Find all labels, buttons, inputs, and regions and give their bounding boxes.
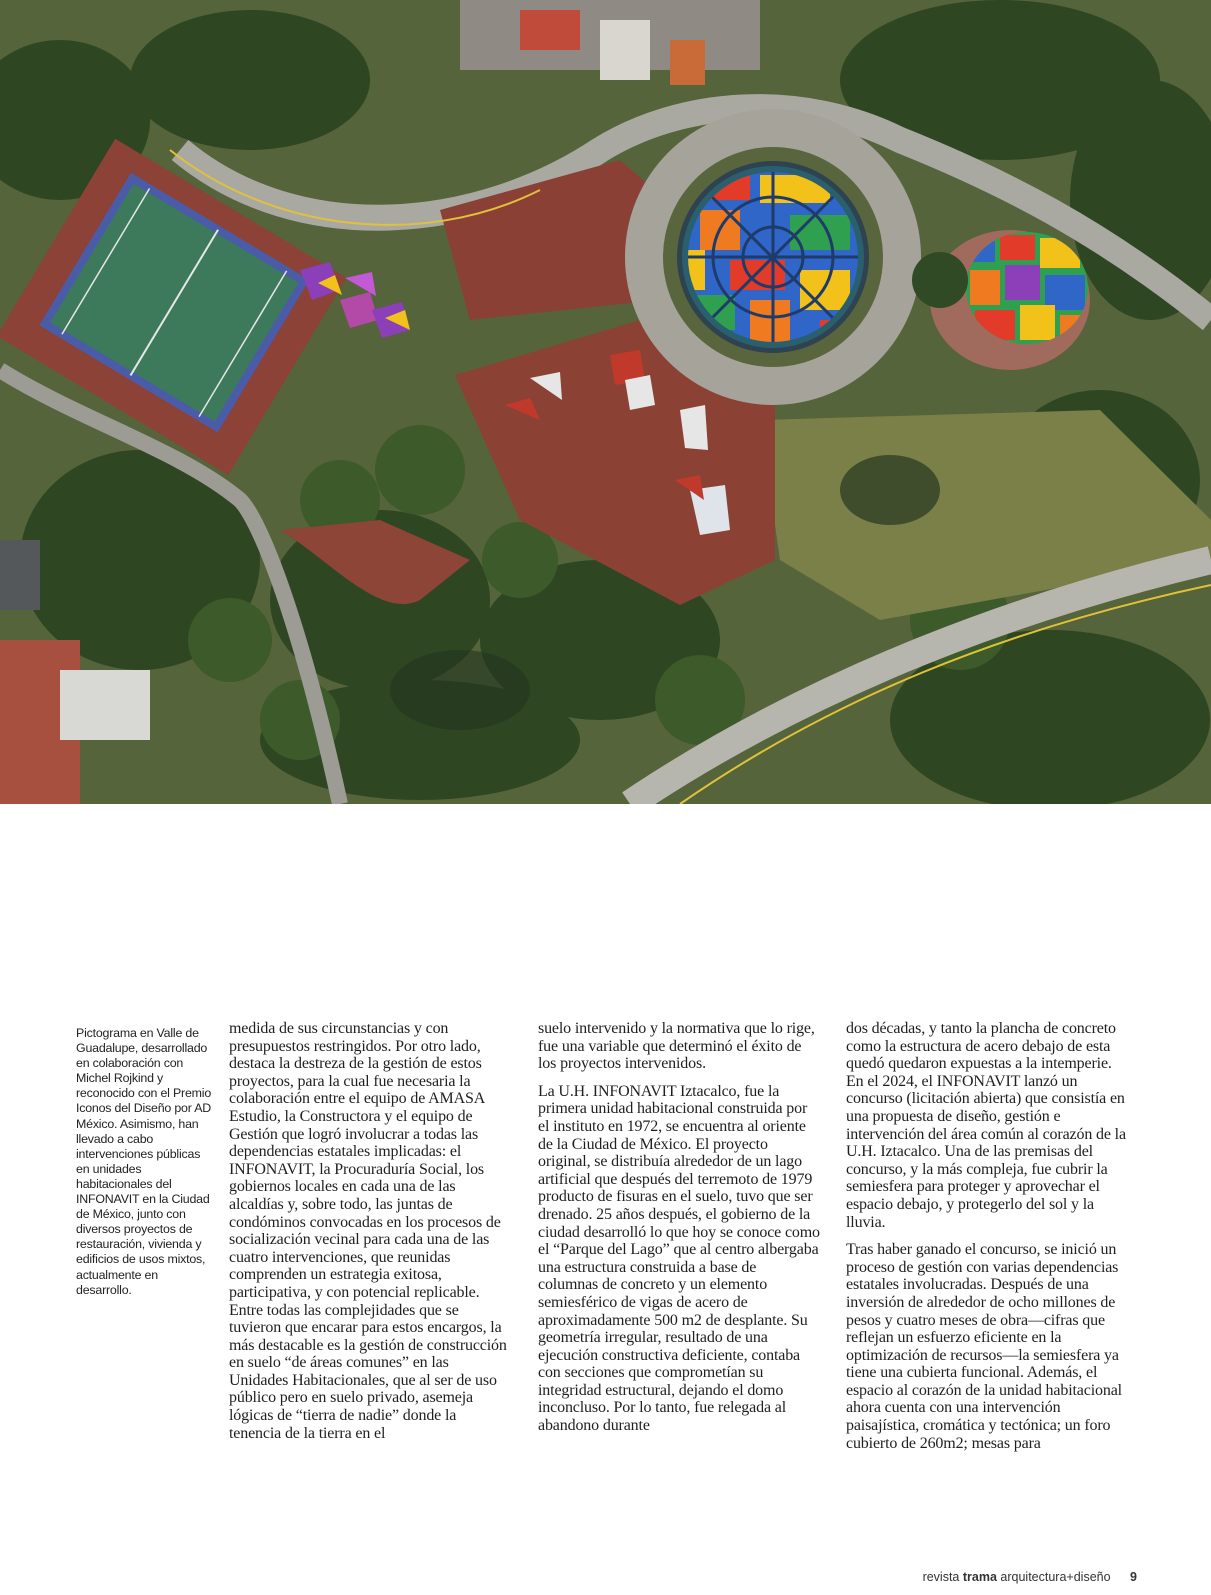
footer-suffix: arquitectura+diseño xyxy=(1000,1570,1111,1584)
footer-brand: trama xyxy=(962,1570,997,1584)
paragraph: medida de sus circunstancias y con presupuestos restringidos. Por otro lado, destaca la destreza de la gestión de estos proyectos, para la cual fue necesaria la colaboración entre el equipo de AMASA Estudio, la Constructora y el equipo de Gestión que logró involucrar a todas las dependencias estatales implicadas: el INFONAVIT, la Procuraduría Social, los gobiernos locales en cada una de las alcaldías y, sobre todo, las juntas de condóminos convocadas en los procesos de socialización vecinal para cada una de las cuatro intervenciones, que reunidas comprenden un estrategia exitosa, participativa, y con potencial replicable. Entre todas las complejidades que se tuvieron que encarar para estos encargos, la más destacable es la gestión de construcción en suelo “de áreas comunes” en las Unidades Habitacionales, que al ser de uso público pero en suelo privado, asemeja lógicas de “tierra de nadie” donde la tenencia de la tierra en el xyxy=(229,1020,507,1442)
page-number: 9 xyxy=(1130,1570,1137,1584)
text-column-1 xyxy=(229,1020,511,1452)
paragraph: suelo intervenido y la normativa que lo rige, fue una variable que determinó el éxito de los proyectos intervenidos. xyxy=(538,1020,815,1073)
paragraph: Tras haber ganado el concurso, se inició un proceso de gestión con varias dependencias estatales involucradas. Después de una inversión de alrededor de ocho millones de pesos y cuatro meses de obra—cifras que reflejan un esfuerzo eficiente en la optimización de recursos—la semiesfera ya tiene una cubierta funcional. Además, el espacio al corazón de la unidad habitacional ahora cuenta con una intervención paisajística, cromática y tectónica; un foro cubierto de 260m2; mesas para xyxy=(846,1241,1122,1452)
photo-caption: Pictograma en Valle de Guadalupe, desarrollado en colaboración con Michel Rojkind y reconocido con el Premio Iconos del Diseño por AD México. Asimismo, han llevado a cabo intervenciones públicas en unidades habitacionales del INFONAVIT en la Ciudad de México, junto con diversos proyectos de restauración, vivienda y edificios de usos mixtos, actualmente en desarrollo. xyxy=(76,1026,212,1297)
text-column-3 xyxy=(846,1020,1128,1462)
footer-prefix: revista xyxy=(922,1570,960,1584)
page-footer xyxy=(923,1570,1137,1584)
text-column-2 xyxy=(538,1020,820,1445)
paragraph: La U.H. INFONAVIT Iztacalco, fue la primera unidad habitacional construida por el instituto en 1972, se encuentra al oriente de la Ciudad de México. El proyecto original, se distribuía alrededor de un lago artificial que después del terremoto de 1979 producto de fisuras en el suelo, tuvo que ser drenado. 25 años después, el gobierno de la ciudad desarrolló lo que hoy se conoce como el “Parque del Lago” que al centro albergaba una estructura construida a base de columnas de concreto y un elemento semiesférico de vigas de acero de aproximadamente 500 m2 de desplante. Su geometría irregular, resultado de una ejecución constructiva deficiente, contaba con secciones que comprometían su integridad estructural, dejando el domo inconcluso. Por lo tanto, fue relegada al abandono durante xyxy=(538,1082,820,1435)
paragraph: dos décadas, y tanto la plancha de concreto como la estructura de acero debajo de esta quedó quedaron expuestas a la intemperie. En el 2024, el INFONAVIT lanzó un concurso (licitación abierta) que consistía en una propuesta de diseño, gestión e intervención del área común al corazón de la U.H. Iztacalco. Una de las premisas del concurso, y la más compleja, fue cubrir la semiesfera para proteger y aprovechar el espacio debajo, y protegerlo del sol y la lluvia. xyxy=(846,1020,1126,1231)
